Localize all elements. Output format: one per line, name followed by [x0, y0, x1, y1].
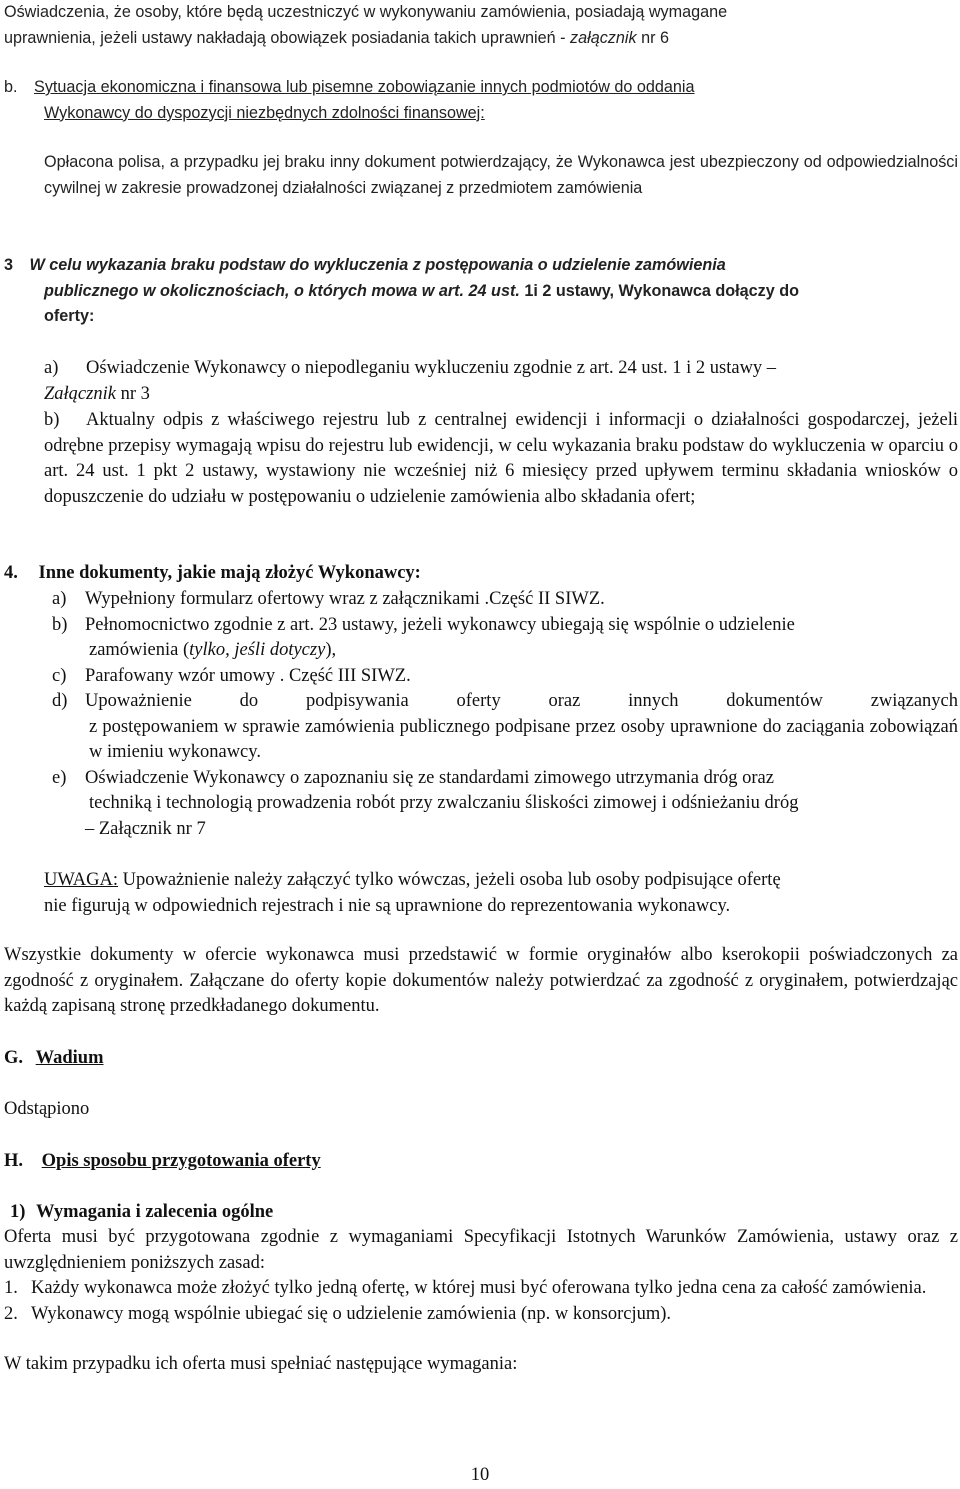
- list-item-b: b) Pełnomocnictwo zgodnie z art. 23 ustawy, jeżeli wykonawcy ubiegają się wspólnie o udzielenie zamówienia (tylko, jeśli dotyczy),: [52, 614, 795, 660]
- item-a-line-1: Oświadczenie Wykonawcy o niepodleganiu wykluczeniu zgodnie z art. 24 ust. 1 i 2 ustawy –: [86, 358, 777, 378]
- attachment-ref: załącznik: [570, 28, 637, 47]
- list-item-c: c) Parafowany wzór umowy . Część III SIWZ.: [52, 665, 411, 686]
- section-4-heading: [0, 561, 960, 587]
- section-b-line-2: Wykonawcy do dyspozycji niezbędnych zdolności finansowej:: [44, 103, 485, 122]
- section-h-title: Opis sposobu przygotowania oferty: [41, 1151, 321, 1171]
- uwaga-note: UWAGA: Upoważnienie należy załączyć tylko wówczas, jeżeli osoba lub osoby podpisujące ofertę nie figurują w odpowiednich rejestrach i nie są uprawnione do reprezentowania wykonawcy.: [44, 870, 781, 916]
- policy-paragraph: Opłacona polisa, a przypadku jej braku inny dokument potwierdzający, że Wykonawca jest ubezpieczony od odpowiedzialności cywilnej w zakresie prowadzonej działalności związanej z przedmiotem zamówienia: [44, 153, 958, 197]
- general-requirements-intro: Oferta musi być przygotowana zgodnie z wymaganiami Specyfikacji Istotnych Warunków Zamówienia, ustawy oraz z uwzględnieniem poniższych zasad:: [4, 1227, 958, 1273]
- page-number: 10: [470, 1465, 490, 1485]
- section-b-heading: Sytuacja ekonomiczna i finansowa lub pisemne zobowiązanie innych podmiotów do oddania: [34, 78, 695, 96]
- section-g-title: Wadium: [35, 1048, 104, 1068]
- section-3-line-3: oferty:: [44, 307, 95, 325]
- section-3-line-2: publicznego w okolicznościach, o których mowa w art. 24 ust. 1i 2 ustawy, Wykonawca dołączy do: [44, 281, 800, 300]
- item-b-label: b): [44, 410, 60, 430]
- subsection-1-number: 1): [10, 1202, 26, 1222]
- subsection-1-heading: [0, 1200, 960, 1226]
- section-b-line-1: [0, 75, 960, 101]
- list-item-d: d) Upoważnienie do podpisywania oferty oraz innych dokumentów związanych z postępowaniem w sprawie zamówienia publicznego podpisane przez osoby uprawnione do zaciągania zobowiązań w imieniu wykonawcy.: [52, 691, 958, 762]
- section-4-number: 4.: [4, 563, 18, 583]
- section-4-list: [0, 587, 960, 842]
- section-b: [0, 75, 960, 126]
- section-h: [0, 1149, 960, 1175]
- consortium-requirements-text: W takim przypadku ich oferta musi spełniać następujące wymagania:: [4, 1354, 518, 1374]
- section-g: [0, 1046, 960, 1072]
- section-g-text: Odstąpiono: [4, 1099, 90, 1119]
- all-documents-paragraph: Wszystkie dokumenty w ofercie wykonawca musi przedstawić w formie oryginałów albo kserokopii poświadczonych za zgodność z oryginałem. Załączane do oferty kopie dokumentów należy potwierdzać za zgodność z oryginałem, potwierdzając każdą zapisaną stronę przedkładanego dokumentu.: [4, 945, 958, 1016]
- section-3-item-b: [44, 408, 958, 510]
- list-item-e: e) Oświadczenie Wykonawcy o zapoznaniu się ze standardami zimowego utrzymania dróg oraz techniką i technologią prowadzenia robót przy zwalczaniu śliskości zimowej i odśnieżaniu dróg – Załącznik nr 7: [52, 767, 799, 839]
- item-b-text: Aktualny odpis z właściwego rejestru lub z centralnej ewidencji i informacji o działalności gospodarczej, jeżeli odrębne przepisy wymagają wpisu do rejestru lub ewidencji, w celu wykazania braku podstaw do wykluczenia w oparciu o art. 24 ust. 1 pkt 2 ustawy, wystawiony nie wcześniej niż 6 miesięcy przed upływem terminu składania wniosków o dopuszczenie do udziału w postępowaniu o udzielenie zamówienia albo składania ofert;: [44, 410, 958, 507]
- requirement-item-1: 1. Każdy wykonawca może złożyć tylko jedną ofertę, w której musi być oferowana tylko jedna cena za całość zamówienia.: [4, 1278, 927, 1298]
- section-3-line-1: W celu wykazania braku podstaw do wykluczenia z postępowania o udzielenie zamówienia: [29, 256, 726, 274]
- section-g-letter: G.: [4, 1048, 24, 1068]
- uwaga-label: UWAGA:: [44, 870, 118, 890]
- item-a-line-2: Załącznik nr 3: [44, 383, 150, 404]
- section-h-letter: H.: [4, 1151, 24, 1171]
- intro-line-2: uprawnienia, jeżeli ustawy nakładają obowiązek posiadania takich uprawnień - załącznik nr 6: [4, 28, 669, 47]
- section-3-heading: [0, 253, 960, 330]
- section-b-marker: b.: [4, 78, 18, 96]
- section-3-number: 3: [4, 256, 14, 274]
- subsection-1-title: Wymagania i zalecenia ogólne: [36, 1202, 274, 1222]
- requirements-list: [0, 1276, 960, 1327]
- intro-paragraph: [0, 0, 960, 51]
- section-4-title: Inne dokumenty, jakie mają złożyć Wykonawcy:: [38, 563, 421, 583]
- section-3-item-a: [0, 356, 960, 407]
- requirement-item-2: 2. Wykonawcy mogą wspólnie ubiegać się o udzielenie zamówienia (np. w konsorcjum).: [4, 1303, 672, 1324]
- intro-line-1: Oświadczenia, że osoby, które będą uczestniczyć w wykonywaniu zamówienia, posiadają wymagane: [4, 3, 728, 21]
- list-item-a: a) Wypełniony formularz ofertowy wraz z załącznikami .Część II SIWZ.: [52, 589, 605, 609]
- item-a-label: a): [44, 358, 59, 378]
